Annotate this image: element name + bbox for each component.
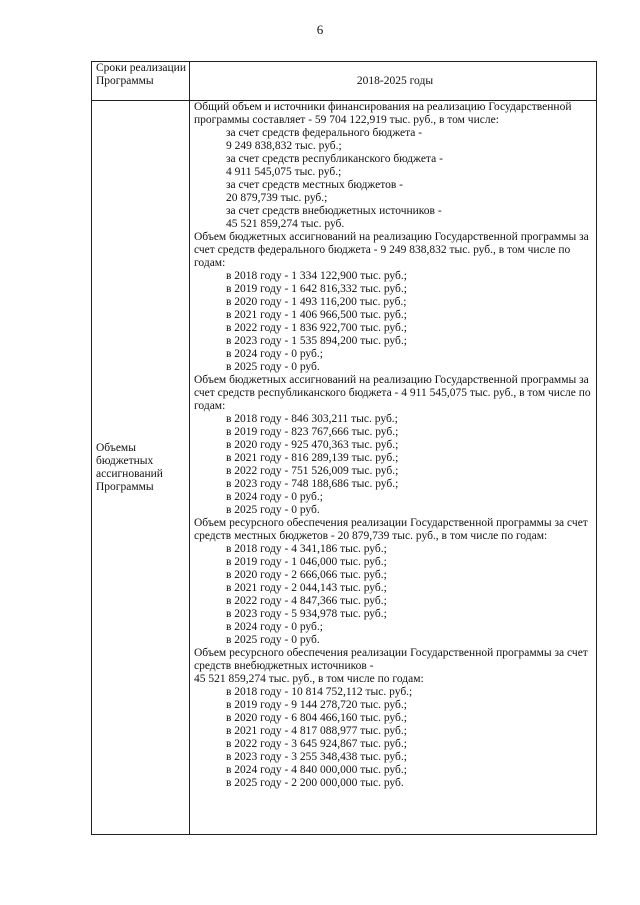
funding-paragraph: Объем бюджетных ассигнований на реализацию Государственной программы за счет средств федерального бюджета - 9 249 838,832 тыс. руб., в том числе по годам: [194, 231, 589, 269]
funding-detail-line: в 2023 году - 3 255 348,438 тыс. руб.; [226, 751, 407, 763]
funding-paragraph: Общий объем и источники финансирования на реализацию Государственной программы составляет - 59 704 122,919 тыс. руб., в том числе: [194, 101, 572, 126]
funding-detail-line: в 2023 году - 748 188,686 тыс. руб.; [226, 478, 399, 490]
funding-detail-line: 9 249 838,832 тыс. руб.; [226, 140, 342, 152]
funding-detail-line: в 2024 году - 0 руб.; [226, 491, 323, 503]
funding-detail-line: в 2020 году - 2 666,066 тыс. руб.; [226, 569, 387, 581]
funding-detail-line: 45 521 859,274 тыс. руб. [226, 218, 345, 230]
funding-detail-line: за счет средств местных бюджетов - [226, 179, 403, 191]
table-row [92, 101, 597, 835]
funding-paragraph: Объем ресурсного обеспечения реализации Государственной программы за счет средств внебюджетных источников - [194, 647, 588, 672]
funding-detail-line: в 2025 году - 0 руб. [226, 634, 320, 646]
funding-detail-line: за счет средств внебюджетных источников - [226, 205, 442, 217]
funding-detail-line: в 2019 году - 9 144 278,720 тыс. руб.; [226, 699, 407, 711]
funding-detail-line: в 2021 году - 816 289,139 тыс. руб.; [226, 452, 399, 464]
page-number: 6 [316, 22, 324, 37]
funding-paragraph: 45 521 859,274 тыс. руб., в том числе по годам: [194, 673, 424, 685]
program-passport-table [91, 61, 597, 835]
funding-detail-line: в 2022 году - 3 645 924,867 тыс. руб.; [226, 738, 407, 750]
funding-detail-line: в 2021 году - 2 044,143 тыс. руб.; [226, 582, 387, 594]
row-label-terms: Сроки реализации Программы [92, 62, 190, 101]
funding-detail-line: в 2024 году - 0 руб.; [226, 348, 323, 360]
funding-detail-line: в 2020 году - 1 493 116,200 тыс. руб.; [226, 296, 407, 308]
funding-detail-line: в 2020 году - 925 470,363 тыс. руб.; [226, 439, 399, 451]
funding-detail-line: в 2025 году - 0 руб. [226, 361, 320, 373]
funding-detail-line: в 2021 году - 4 817 088,977 тыс. руб.; [226, 725, 407, 737]
funding-detail-line: в 2024 году - 4 840 000,000 тыс. руб.; [226, 764, 407, 776]
funding-detail-line: 20 879,739 тыс. руб.; [226, 192, 328, 204]
funding-detail-line: в 2023 году - 5 934,978 тыс. руб.; [226, 608, 387, 620]
funding-detail-line: в 2019 году - 823 767,666 тыс. руб.; [226, 426, 399, 438]
funding-detail-line: в 2018 году - 4 341,186 тыс. руб.; [226, 543, 387, 555]
funding-detail-line: в 2025 году - 0 руб. [226, 504, 320, 516]
funding-detail-line: за счет средств республиканского бюджета - [226, 153, 443, 165]
funding-detail-line: в 2019 году - 1 642 816,332 тыс. руб.; [226, 283, 407, 295]
row-label-funding: Объемы бюджетных ассигнований Программы [92, 101, 190, 835]
row-value-terms: 2018-2025 годы [190, 62, 597, 101]
funding-detail-line: в 2022 году - 4 847,366 тыс. руб.; [226, 595, 387, 607]
funding-detail-line: в 2018 году - 846 303,211 тыс. руб.; [226, 413, 398, 425]
funding-paragraph: Объем ресурсного обеспечения реализации Государственной программы за счет средств местных бюджетов - 20 879,739 тыс. руб., в том числе по годам: [194, 517, 588, 542]
table-row [92, 62, 597, 101]
funding-detail-line: в 2019 году - 1 046,000 тыс. руб.; [226, 556, 387, 568]
funding-detail-line: в 2020 году - 6 804 466,160 тыс. руб.; [226, 712, 407, 724]
funding-paragraph: Объем бюджетных ассигнований на реализацию Государственной программы за счет средств республиканского бюджета - 4 911 545,075 тыс. руб., в том числе по годам: [194, 374, 591, 412]
funding-detail-line: в 2025 году - 2 200 000,000 тыс. руб. [226, 777, 404, 789]
funding-detail-line: 4 911 545,075 тыс. руб.; [226, 166, 342, 178]
funding-detail-line: в 2018 году - 1 334 122,900 тыс. руб.; [226, 270, 407, 282]
funding-detail-line: в 2018 году - 10 814 752,112 тыс. руб.; [226, 686, 413, 698]
funding-detail-line: в 2023 году - 1 535 894,200 тыс. руб.; [226, 335, 407, 347]
funding-detail-line: в 2022 году - 751 526,009 тыс. руб.; [226, 465, 399, 477]
funding-detail-line: в 2024 году - 0 руб.; [226, 621, 323, 633]
funding-detail-line: за счет средств федерального бюджета - [226, 127, 423, 139]
funding-detail-line: в 2021 году - 1 406 966,500 тыс. руб.; [226, 309, 407, 321]
row-value-funding [190, 101, 597, 835]
funding-detail-line: в 2022 году - 1 836 922,700 тыс. руб.; [226, 322, 407, 334]
